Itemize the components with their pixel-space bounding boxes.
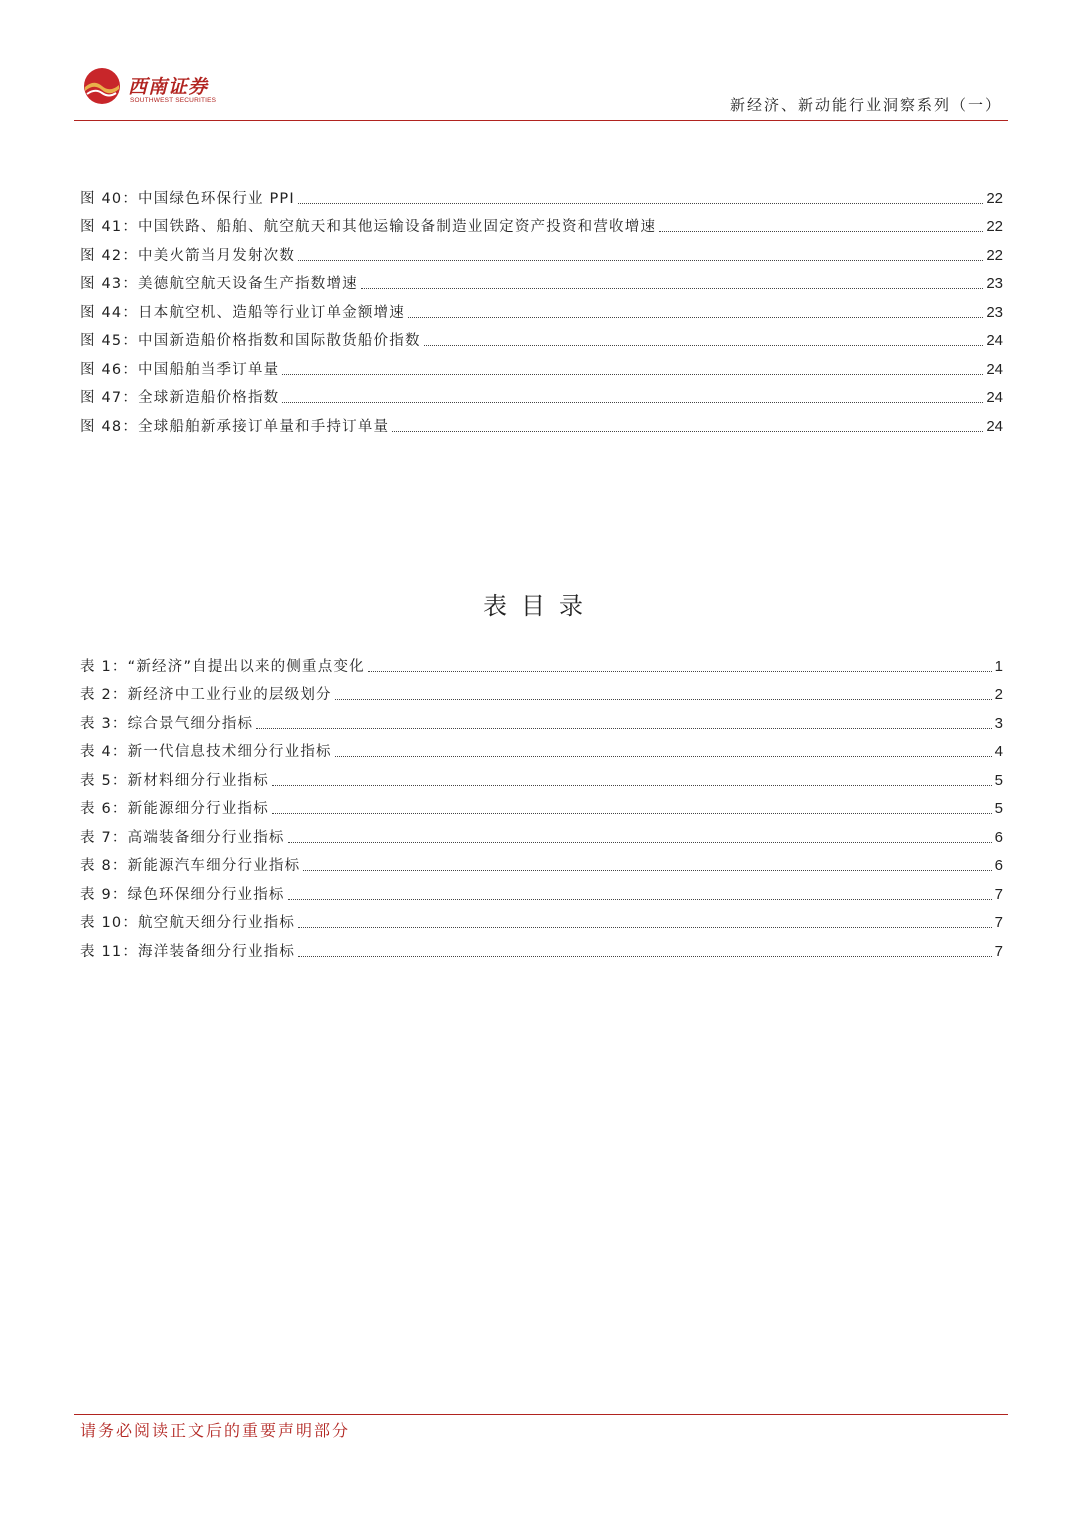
toc-row[interactable]	[80, 933, 1003, 962]
dot-leader	[424, 345, 984, 346]
footer-divider	[74, 1414, 1008, 1415]
toc-label: 表 2：新经济中工业行业的层级划分	[80, 687, 332, 703]
toc-row[interactable]	[80, 266, 1003, 295]
toc-row[interactable]	[80, 180, 1003, 209]
toc-page-number: 7	[994, 885, 1003, 903]
toc-page-number: 22	[986, 218, 1003, 235]
toc-row[interactable]	[80, 791, 1003, 820]
toc-row[interactable]	[80, 380, 1003, 409]
toc-row[interactable]	[80, 294, 1003, 323]
toc-label: 表 7：高端装备细分行业指标	[80, 829, 285, 846]
toc-row[interactable]	[80, 734, 1003, 763]
toc-label: 表 8：新能源汽车细分行业指标	[80, 858, 301, 874]
toc-page-number: 2	[994, 686, 1003, 703]
disclaimer-note: 请务必阅读正文后的重要声明部分	[80, 1421, 351, 1440]
toc-label: 表 5：新材料细分行业指标	[80, 772, 269, 789]
dot-leader	[288, 842, 992, 843]
table-list-heading: 表目录	[483, 592, 597, 620]
header-divider	[74, 120, 1008, 121]
toc-label: 表 3：综合景气细分指标	[80, 715, 254, 732]
toc-row[interactable]	[80, 677, 1003, 706]
toc-page-number: 23	[986, 303, 1003, 321]
toc-label: 图 46：中国船舶当季订单量	[80, 361, 280, 378]
toc-row[interactable]	[80, 323, 1003, 352]
company-logo	[82, 66, 242, 110]
toc-label: 图 41：中国铁路、船舶、航空航天和其他运输设备制造业固定资产投资和营收增速	[80, 219, 657, 235]
dot-leader	[659, 231, 983, 232]
toc-row[interactable]	[80, 762, 1003, 791]
toc-row[interactable]	[80, 705, 1003, 734]
toc-row[interactable]	[80, 819, 1003, 848]
toc-label: 表 6：新能源细分行业指标	[80, 801, 269, 817]
toc-label: 表 9：绿色环保细分行业指标	[80, 886, 285, 903]
toc-row[interactable]	[80, 648, 1003, 677]
logo-chinese-name: 西南证券	[128, 76, 209, 98]
toc-page-number: 5	[994, 800, 1003, 817]
toc-label: 图 44：日本航空机、造船等行业订单金额增速	[80, 304, 405, 321]
dot-leader	[256, 728, 991, 729]
toc-page-number: 24	[986, 389, 1003, 406]
toc-label: 图 42：中美火箭当月发射次数	[80, 247, 296, 264]
toc-page-number: 5	[994, 771, 1003, 789]
toc-page-number: 7	[994, 914, 1003, 931]
dot-leader	[361, 288, 983, 289]
toc-page-number: 22	[986, 189, 1003, 207]
toc-page-number: 22	[986, 246, 1003, 264]
dot-leader	[303, 870, 991, 871]
dot-leader	[282, 402, 983, 403]
toc-label: 表 1：“新经济”自提出以来的侧重点变化	[80, 658, 365, 675]
dot-leader	[335, 756, 992, 757]
logo-english-name: SOUTHWEST SECURITIES	[130, 97, 217, 104]
dot-leader	[288, 899, 992, 900]
toc-label: 表 4：新一代信息技术细分行业指标	[80, 744, 332, 760]
toc-row[interactable]	[80, 905, 1003, 934]
toc-label: 表 10：航空航天细分行业指标	[80, 915, 296, 931]
toc-label: 图 47：全球新造船价格指数	[80, 390, 280, 406]
toc-label: 图 45：中国新造船价格指数和国际散货船价指数	[80, 333, 421, 349]
toc-page-number: 7	[994, 942, 1003, 960]
dot-leader	[392, 431, 983, 432]
toc-label: 表 11：海洋装备细分行业指标	[80, 943, 296, 960]
toc-page-number: 1	[994, 657, 1003, 675]
dot-leader	[368, 671, 992, 672]
table-list	[80, 648, 1003, 962]
toc-row[interactable]	[80, 876, 1003, 905]
toc-row[interactable]	[80, 237, 1003, 266]
toc-page-number: 24	[986, 417, 1003, 435]
dot-leader	[298, 927, 992, 928]
toc-label: 图 48：全球船舶新承接订单量和手持订单量	[80, 418, 390, 435]
toc-row[interactable]	[80, 848, 1003, 877]
dot-leader	[272, 785, 992, 786]
dot-leader	[282, 374, 983, 375]
toc-page-number: 6	[994, 828, 1003, 846]
dot-leader	[298, 260, 983, 261]
toc-page-number: 4	[994, 743, 1003, 760]
dot-leader	[298, 956, 992, 957]
toc-page-number: 3	[994, 714, 1003, 732]
figure-list	[80, 180, 1003, 437]
dot-leader	[408, 317, 983, 318]
toc-row[interactable]	[80, 351, 1003, 380]
sun-logo-icon	[82, 66, 122, 106]
toc-page-number: 24	[986, 360, 1003, 378]
toc-label: 图 43：美德航空航天设备生产指数增速	[80, 276, 358, 292]
dot-leader	[298, 203, 983, 204]
toc-page-number: 23	[986, 275, 1003, 292]
toc-row[interactable]	[80, 408, 1003, 437]
toc-row[interactable]	[80, 209, 1003, 238]
dot-leader	[335, 699, 992, 700]
toc-page-number: 6	[994, 857, 1003, 874]
toc-page-number: 24	[986, 332, 1003, 349]
report-series-title: 新经济、新动能行业洞察系列（一）	[729, 96, 1002, 114]
dot-leader	[272, 813, 992, 814]
toc-label: 图 40：中国绿色环保行业 PPI	[80, 190, 295, 207]
